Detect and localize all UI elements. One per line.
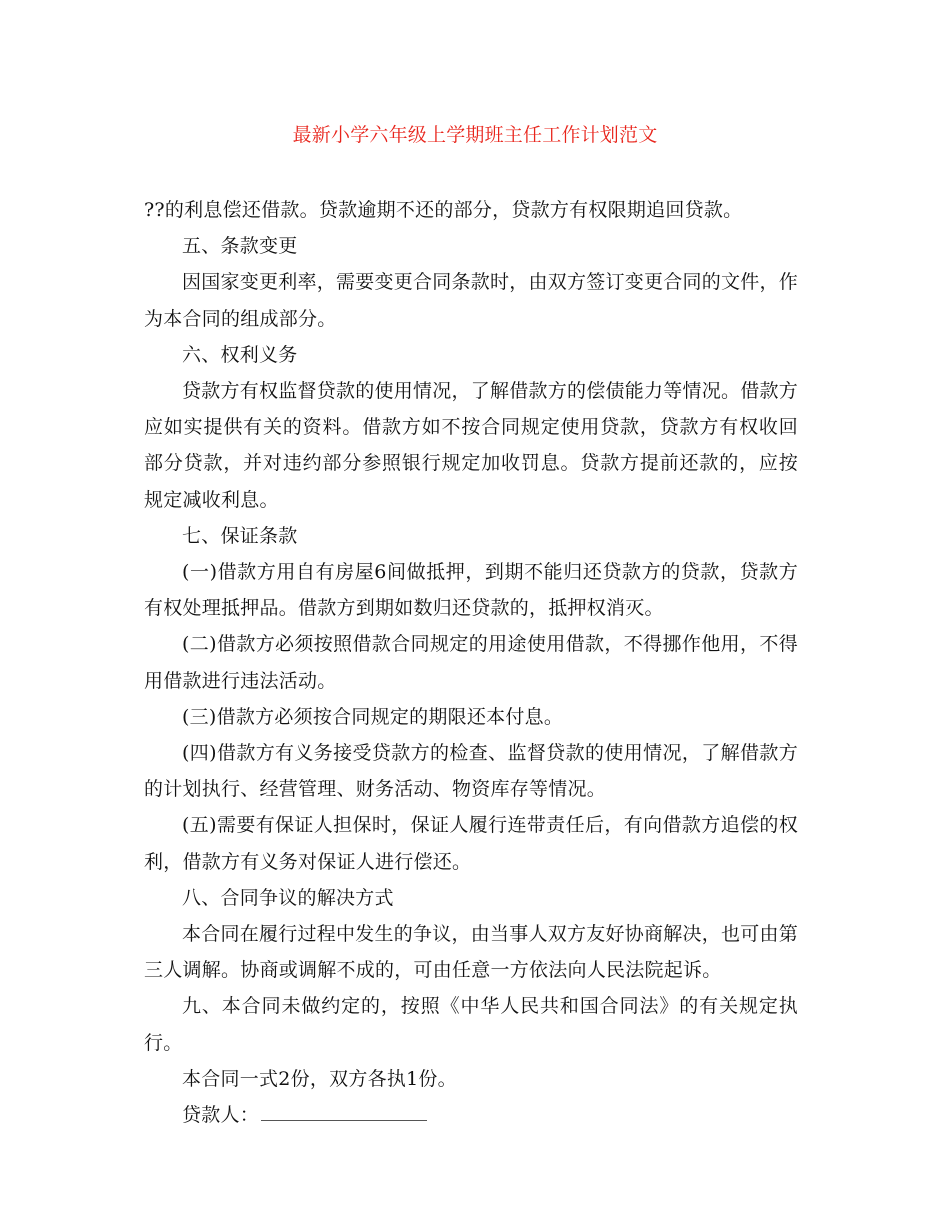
paragraph-guarantee-4: (四)借款方有义务接受贷款方的检查、监督贷款的使用情况，了解借款方的计划执行、经营管理、财务活动、物资库存等情况。 bbox=[144, 742, 798, 801]
document-body bbox=[144, 192, 798, 1133]
paragraph-copies: 本合同一式2份，双方各执1份。 bbox=[182, 1067, 457, 1090]
paragraph-rights-obligations: 贷款方有权监督贷款的使用情况，了解借款方的偿债能力等情况。借款方应如实提供有关的资料。借款方如不按合同规定使用贷款，贷款方有权收回部分贷款，并对违约部分参照银行规定加收罚息。贷款方提前还款的，应按规定减收利息。 bbox=[144, 380, 799, 511]
signature-row bbox=[144, 1097, 798, 1133]
heading-dispute-resolution: 八、合同争议的解决方式 bbox=[182, 886, 394, 909]
signature-label: 贷款人： bbox=[182, 1104, 260, 1127]
heading-rights-obligations: 六、权利义务 bbox=[182, 343, 298, 366]
paragraph-guarantee-3: (三)借款方必须按合同规定的期限还本付息。 bbox=[182, 705, 564, 728]
heading-guarantee-clause: 七、保证条款 bbox=[182, 524, 298, 547]
signature-blank-line bbox=[261, 1098, 427, 1121]
paragraph-contract-law: 九、本合同未做约定的，按照《中华人民共和国合同法》的有关规定执行。 bbox=[144, 995, 798, 1054]
document-title: 最新小学六年级上学期班主任工作计划范文 bbox=[292, 124, 658, 146]
paragraph-dispute-resolution: 本合同在履行过程中发生的争议，由当事人双方友好协商解决，也可由第三人调解。协商或调解不成的，可由任意一方依法向人民法院起诉。 bbox=[144, 923, 799, 982]
paragraph-clause-change: 因国家变更利率，需要变更合同条款时，由双方签订变更合同的文件，作为本合同的组成部分。 bbox=[144, 271, 799, 330]
paragraph-guarantee-5: (五)需要有保证人担保时，保证人履行连带责任后，有向借款方追偿的权利，借款方有义务对保证人进行偿还。 bbox=[144, 814, 798, 873]
heading-clause-change: 五、条款变更 bbox=[182, 235, 298, 258]
paragraph-guarantee-2: (二)借款方必须按照借款合同规定的用途使用借款，不得挪作他用，不得用借款进行违法活动。 bbox=[144, 633, 798, 692]
paragraph-guarantee-1: (一)借款方用自有房屋6间做抵押，到期不能归还贷款方的贷款，贷款方有权处理抵押品。借款方到期如数归还贷款的，抵押权消灭。 bbox=[144, 561, 798, 620]
paragraph-interest-repayment: ??的利息偿还借款。贷款逾期不还的部分，贷款方有权限期追回贷款。 bbox=[144, 199, 743, 221]
